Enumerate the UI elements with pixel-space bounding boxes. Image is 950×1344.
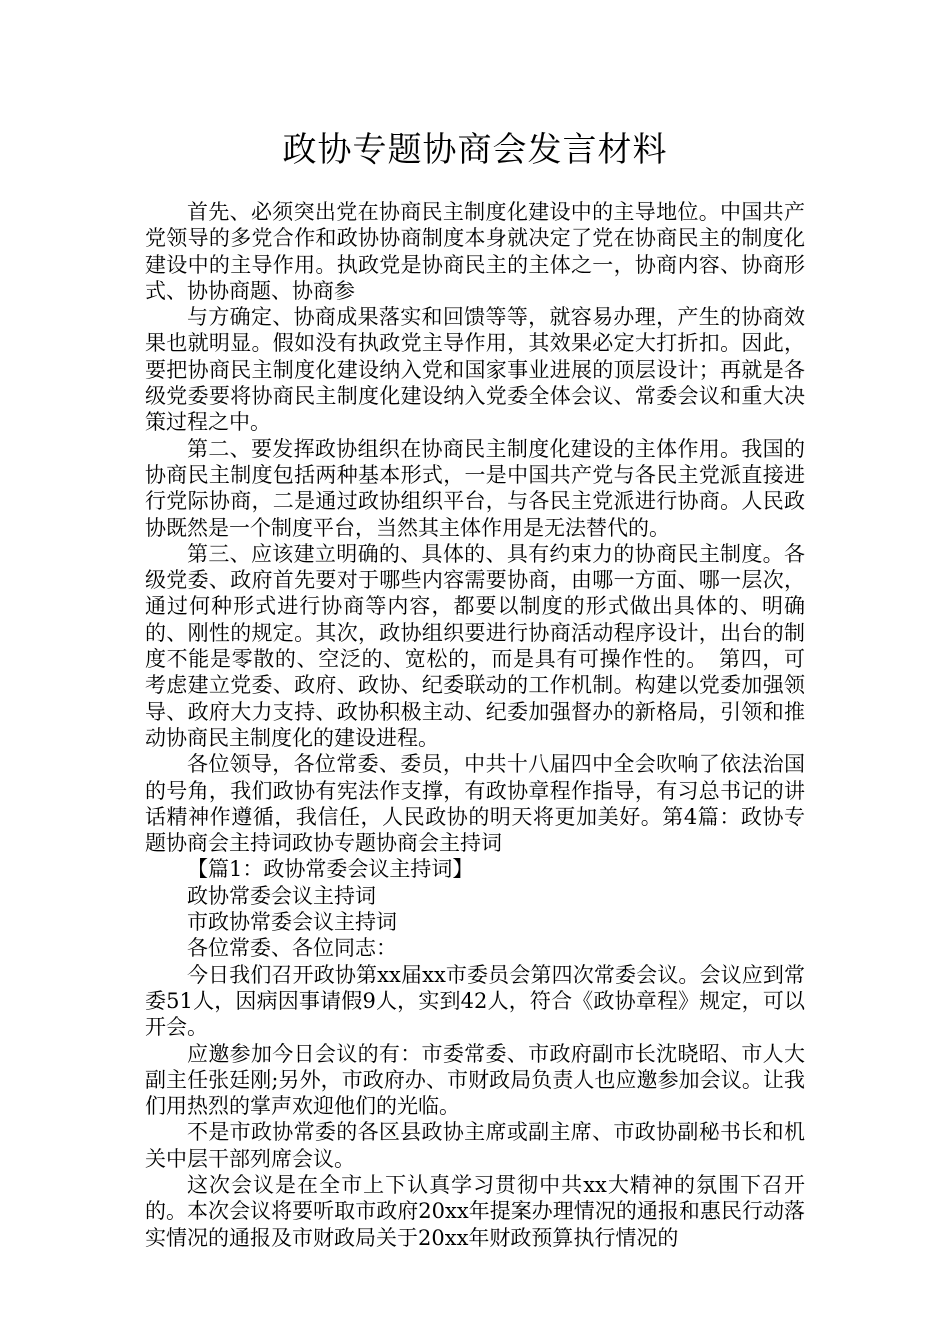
salutation: 各位常委、各位同志： (187, 936, 397, 961)
paragraph-1: 首先、必须突出党在协商民主制度化建设中的主导地位。中国共产党领导的多党合作和政协协商制度本身就决定了党在协商民主的制度化建设中的主导作用。执政党是协商民主的主体之一，协商内容、协商形式、协协商题、协商参 (145, 200, 805, 303)
document-title: 政协专题协商会发言材料 (282, 130, 668, 170)
paragraph-6: 今日我们召开政协第xx届xx市委员会第四次常委会议。会议应到常委51人，因病因事请假9人，实到42人，符合《政协章程》规定，可以开会。 (145, 962, 805, 1040)
subheading-2: 市政协常委会议主持词 (187, 910, 397, 935)
paragraph-9: 这次会议是在全市上下认真学习贯彻中共xx大精神的氛围下召开的。本次会议将要听取市政府20xx年提案办理情况的通报和惠民行动落实情况的通报及市财政局关于20xx年财政预算执行情况的 (145, 1172, 805, 1250)
paragraph-8: 不是市政协常委的各区县政协主席或副主席、市政协副秘书长和机关中层干部列席会议。 (145, 1120, 805, 1171)
paragraph-3: 第二、要发挥政协组织在协商民主制度化建设的主体作用。我国的协商民主制度包括两种基本形式，一是中国共产党与各民主党派直接进行党际协商，二是通过政协组织平台，与各民主党派进行协商。人民政协既然是一个制度平台，当然其主体作用是无法替代的。 (145, 436, 805, 540)
section-heading: 【篇1：政协常委会议主持词】 (187, 857, 474, 882)
document-body (145, 199, 805, 1251)
subheading-1: 政协常委会议主持词 (187, 883, 376, 908)
paragraph-5: 各位领导，各位常委、委员，中共十八届四中全会吹响了依法治国的号角，我们政协有宪法作支撑，有政协章程作指导，有习总书记的讲话精神作遵循，我信任，人民政协的明天将更加美好。第4篇：政协专题协商会主持词政协专题协商会主持词 (145, 752, 805, 856)
paragraph-2: 与方确定、协商成果落实和回馈等等，就容易办理，产生的协商效果也就明显。假如没有执政党主导作用，其效果必定大打折扣。因此，要把协商民主制度化建设纳入党和国家事业进展的顶层设计；再就是各级党委要将协商民主制度化建设纳入党委全体会议、常委会议和重大决策过程之中。 (145, 305, 805, 435)
paragraph-7: 应邀参加今日会议的有：市委常委、市政府副市长沈晓昭、市人大副主任张廷刚;另外，市政府办、市财政局负责人也应邀参加会议。让我们用热烈的掌声欢迎他们的光临。 (145, 1041, 805, 1119)
paragraph-4: 第三、应该建立明确的、具体的、具有约束力的协商民主制度。各级党委、政府首先要对于哪些内容需要协商，由哪一方面、哪一层次，通过何种形式进行协商等内容，都要以制度的形式做出具体的、明确的、刚性的规定。其次，政协组织要进行协商活动程序设计，出台的制度不能是零散的、空泛的、宽松的，而是具有可操作性的。 第四，可考虑建立党委、政府、政协、纪委联动的工作机制。构建以党委加强领导、政府大力支持、政协积极主动、纪委加强督办的新格局，引领和推动协商民主制度化的建设进程。 (145, 541, 805, 750)
